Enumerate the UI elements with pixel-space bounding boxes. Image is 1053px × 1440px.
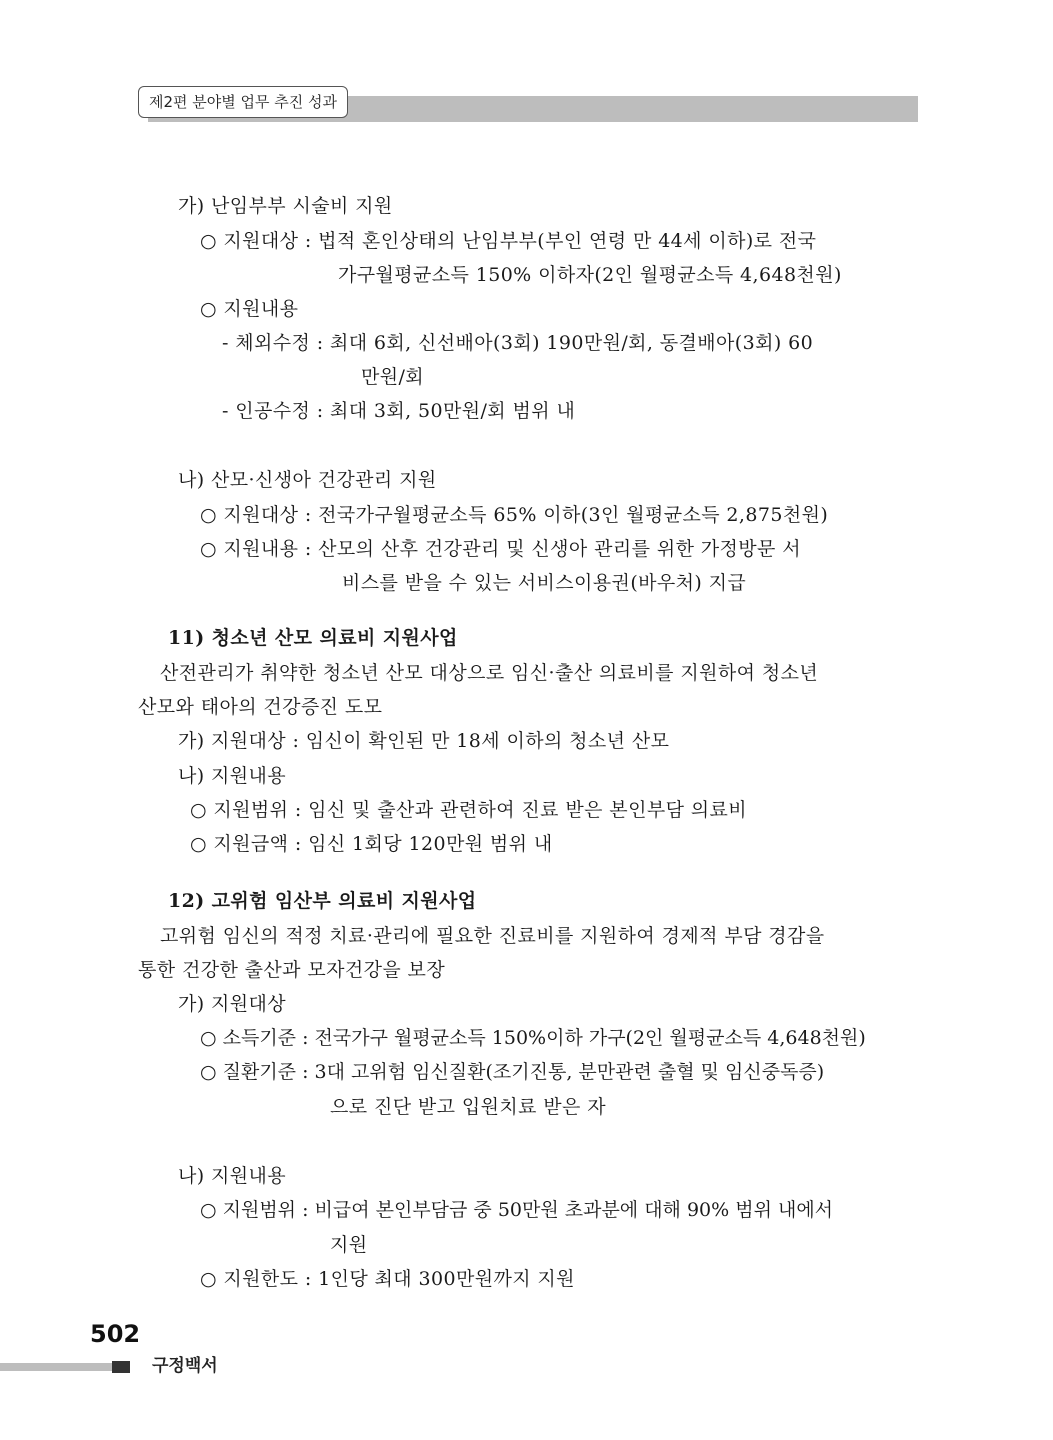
s2-title: 나) 산모·신생아 건강관리 지원 [178, 469, 437, 491]
h11-desc-line1: 산전관리가 취약한 청소년 산모 대상으로 임신·출산 의료비를 지원하여 청소년 [160, 662, 819, 684]
h12-disease-line2: 으로 진단 받고 입원치료 받은 자 [330, 1096, 607, 1118]
s1-target-line1: ○ 지원대상 : 법적 혼인상태의 난임부부(부인 연령 만 44세 이하)로 전국 [200, 230, 817, 252]
footer-bar [0, 1363, 112, 1371]
h11-amount: ○ 지원금액 : 임신 1회당 120만원 범위 내 [190, 833, 553, 855]
s1-ivf-line2: 만원/회 [361, 366, 425, 388]
heading-11: 11) 청소년 산모 의료비 지원사업 [168, 627, 458, 649]
s1-title: 가) 난임부부 시술비 지원 [178, 195, 393, 217]
s2-target-line: ○ 지원대상 : 전국가구월평균소득 65% 이하(3인 월평균소득 2,875천원) [200, 504, 829, 526]
h12-income: ○ 소득기준 : 전국가구 월평균소득 150%이하 가구(2인 월평균소득 4,648천원) [200, 1027, 866, 1049]
s1-content-label: ○ 지원내용 [200, 298, 299, 320]
publication-title: 구정백서 [152, 1356, 218, 1376]
s1-target-line2: 가구월평균소득 150% 이하자(2인 월평균소득 4,648천원) [338, 264, 842, 286]
h12-disease-line1: ○ 질환기준 : 3대 고위험 임신질환(조기진통, 분만관련 출혈 및 임신중독증) [200, 1061, 825, 1083]
s1-iui-line: - 인공수정 : 최대 3회, 50만원/회 범위 내 [222, 400, 576, 422]
h12-range-line1: ○ 지원범위 : 비급여 본인부담금 중 50만원 초과분에 대해 90% 범위 내에서 [200, 1199, 834, 1221]
h12-desc-line2: 통한 건강한 출산과 모자건강을 보장 [138, 959, 446, 981]
h12-content-label: 나) 지원내용 [178, 1165, 287, 1187]
h12-range-line2: 지원 [330, 1234, 368, 1256]
heading-12: 12) 고위험 임산부 의료비 지원사업 [168, 890, 477, 912]
s2-content-line2: 비스를 받을 수 있는 서비스이용권(바우처) 지급 [342, 572, 747, 594]
s2-content-line1: ○ 지원내용 : 산모의 산후 건강관리 및 신생아 관리를 위한 가정방문 서 [200, 538, 801, 560]
footer-square [112, 1361, 130, 1373]
h12-target-label: 가) 지원대상 [178, 993, 287, 1015]
h12-desc-line1: 고위험 임신의 적정 치료·관리에 필요한 진료비를 지원하여 경제적 부담 경감을 [160, 925, 825, 947]
h11-desc-line2: 산모와 태아의 건강증진 도모 [138, 696, 383, 718]
h11-range: ○ 지원범위 : 임신 및 출산과 관련하여 진료 받은 본인부담 의료비 [190, 799, 748, 821]
h11-target: 가) 지원대상 : 임신이 확인된 만 18세 이하의 청소년 산모 [178, 730, 670, 752]
h11-content-label: 나) 지원내용 [178, 765, 287, 787]
page-number: 502 [90, 1320, 141, 1348]
s1-ivf-line1: - 체외수정 : 최대 6회, 신선배아(3회) 190만원/회, 동결배아(3회) 60 [222, 332, 814, 354]
h12-limit: ○ 지원한도 : 1인당 최대 300만원까지 지원 [200, 1268, 575, 1290]
section-tab: 제2편 분야별 업무 추진 성과 [138, 86, 348, 118]
